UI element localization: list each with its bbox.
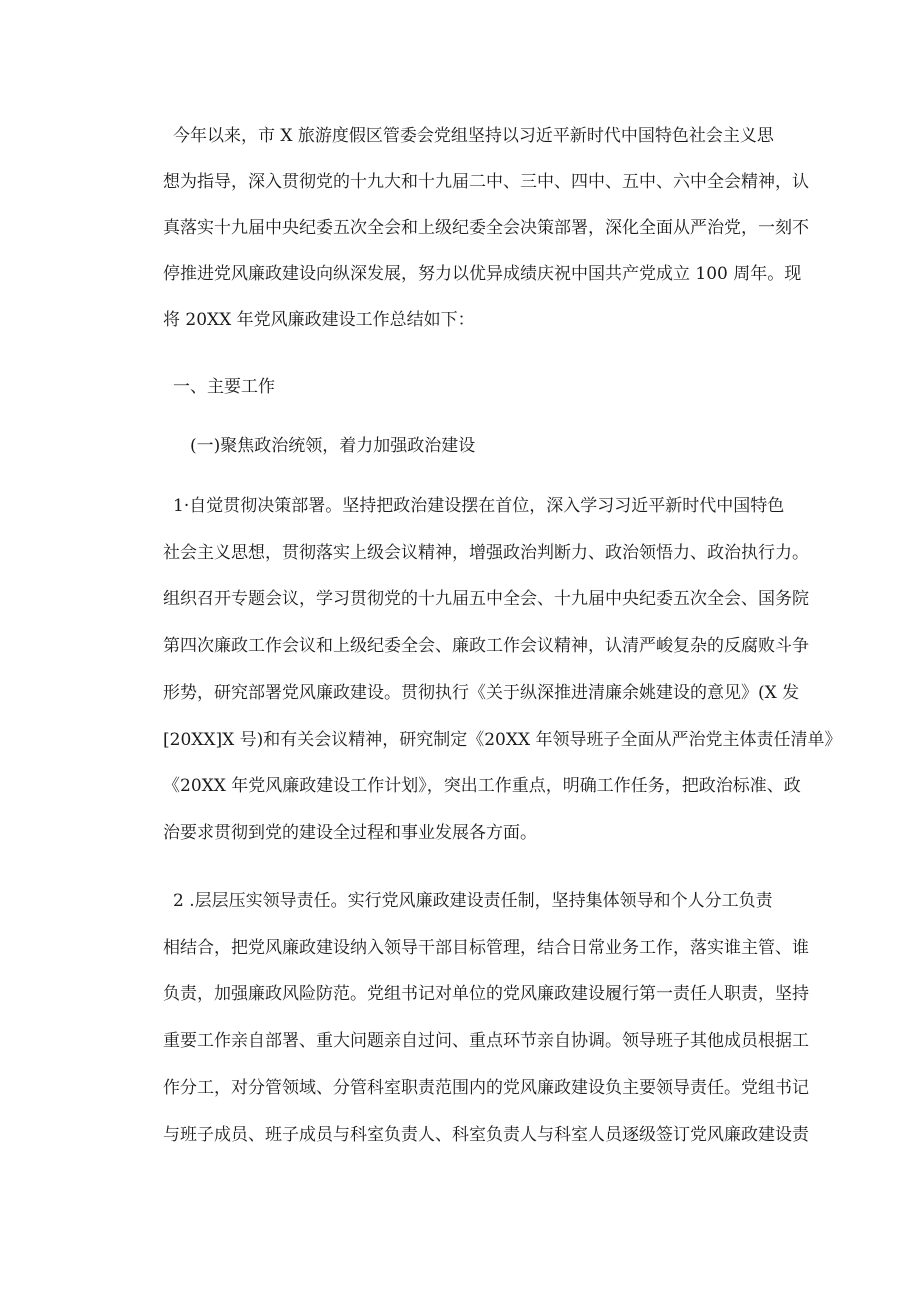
item2-line-2: 相结合，把党风廉政建设纳入领导干部目标管理，结合日常业务工作，落实谁主管、谁	[163, 938, 809, 958]
section-heading: 一、主要工作	[173, 377, 275, 397]
intro-line-1: 今年以来，市 X 旅游度假区管委会党组坚持以习近平新时代中国特色社会主义思	[173, 126, 774, 146]
subsection-heading: (一)聚焦政治统领，着力加强政治建设	[190, 436, 476, 456]
intro-line-3: 真落实十九届中央纪委五次全会和上级纪委全会决策部署，深化全面从严治党，一刻不	[163, 218, 809, 238]
item1-line-7: 《20XX 年党风廉政建设工作计划》，突出工作重点，明确工作任务，把政治标准、政	[163, 776, 801, 796]
item2-line-5: 作分工，对分管领域、分管科室职责范围内的党风廉政建设负主要领导责任。党组书记	[163, 1078, 809, 1098]
intro-line-2: 想为指导，深入贯彻党的十九大和十九届二中、三中、四中、五中、六中全会精神，认	[163, 172, 809, 192]
item2-line-6: 与班子成员、班子成员与科室负责人、科室负责人与科室人员逐级签订党风廉政建设责	[163, 1125, 809, 1145]
intro-line-5: 将 20XX 年党风廉政建设工作总结如下：	[163, 310, 475, 330]
intro-line-4: 停推进党风廉政建设向纵深发展，努力以优异成绩庆祝中国共产党成立 100 周年。现	[163, 264, 802, 284]
item2-line-3: 负责，加强廉政风险防范。党组书记对单位的党风廉政建设履行第一责任人职责，坚持	[163, 984, 809, 1004]
item2-line-1: 2 .层层压实领导责任。实行党风廉政建设责任制，坚持集体领导和个人分工负责	[173, 891, 773, 911]
item1-line-4: 第四次廉政工作会议和上级纪委全会、廉政工作会议精神，认清严峻复杂的反腐败斗争	[163, 636, 809, 656]
item1-line-5: 形势，研究部署党风廉政建设。贯彻执行《关于纵深推进清廉余姚建设的意见》(X 发	[163, 683, 800, 703]
item1-line-2: 社会主义思想，贯彻落实上级会议精神，增强政治判断力、政治领悟力、政治执行力。	[163, 543, 809, 563]
item1-line-3: 组织召开专题会议，学习贯彻党的十九届五中全会、十九届中央纪委五次全会、国务院	[163, 589, 809, 609]
item1-line-8: 治要求贯彻到党的建设全过程和事业发展各方面。	[163, 823, 537, 843]
item2-line-4: 重要工作亲自部署、重大问题亲自过问、重点环节亲自协调。领导班子其他成员根据工	[163, 1031, 809, 1051]
item1-line-1: 1·自觉贯彻决策部署。坚持把政治建设摆在首位，深入学习习近平新时代中国特色	[173, 496, 785, 516]
item1-line-6: [20XX]X 号)和有关会议精神，研究制定《20XX 年领导班子全面从严治党主体责任清单》	[163, 730, 842, 750]
